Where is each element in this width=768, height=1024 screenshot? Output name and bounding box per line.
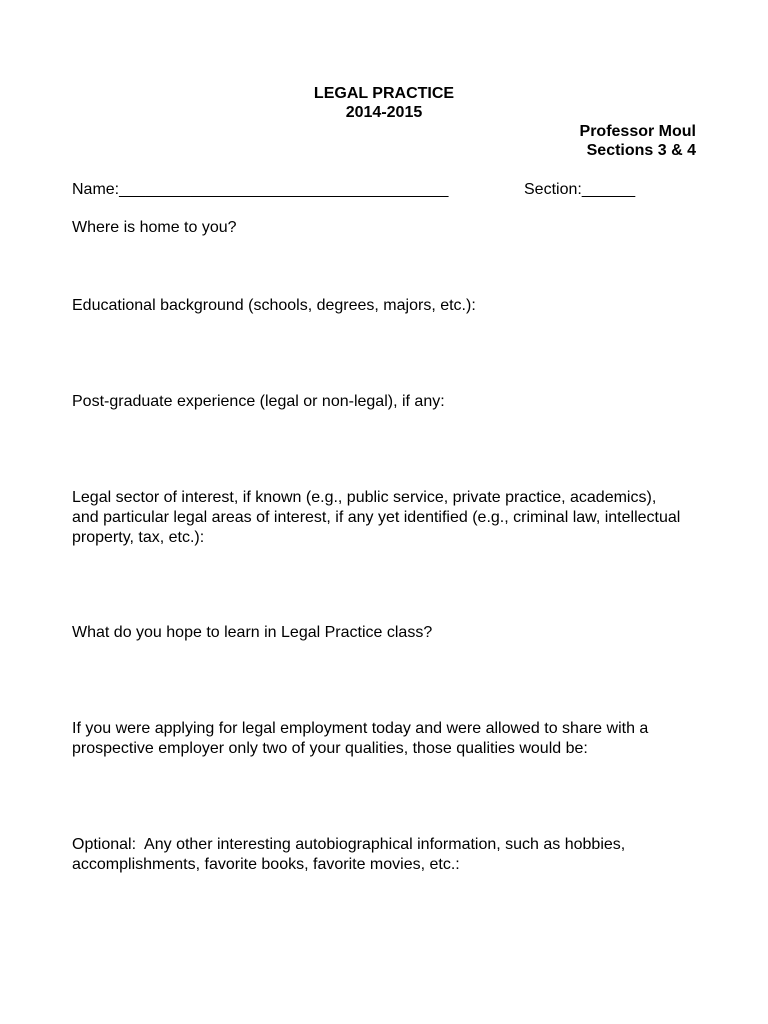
question-line: If you were applying for legal employment today and were allowed to share with a [72, 720, 649, 737]
question-qualities [72, 719, 712, 759]
sections-label: Sections 3 & 4 [586, 142, 696, 159]
document-title: LEGAL PRACTICE [313, 85, 455, 102]
question-education [72, 296, 712, 316]
section-field: Section:______ [524, 181, 636, 198]
question-home [72, 218, 712, 238]
question-optional-info [72, 835, 712, 875]
academic-year: 2014-2015 [345, 104, 423, 121]
question-line: prospective employer only two of your qualities, those qualities would be: [72, 740, 588, 757]
question-line: accomplishments, favorite books, favorite movies, etc.: [72, 856, 460, 873]
question-line: and particular legal areas of interest, if any yet identified (e.g., criminal law, intellectual [72, 509, 681, 526]
question-post-graduate [72, 392, 712, 412]
question-line: Educational background (schools, degrees, majors, etc.): [72, 297, 476, 314]
question-legal-sector [72, 488, 712, 548]
question-line: Optional: Any other interesting autobiographical information, such as hobbies, [72, 836, 626, 853]
question-line: What do you hope to learn in Legal Practice class? [72, 624, 433, 641]
document-title-block [0, 84, 768, 122]
name-field: Name:_____________________________________ [72, 181, 449, 198]
question-line: property, tax, etc.): [72, 529, 205, 546]
professor-name: Professor Moul [579, 123, 696, 140]
question-line: Post-graduate experience (legal or non-legal), if any: [72, 393, 445, 410]
question-line: Where is home to you? [72, 219, 237, 236]
question-line: Legal sector of interest, if known (e.g., public service, private practice, academics), [72, 489, 657, 506]
question-learning-goals [72, 623, 712, 643]
professor-block [580, 122, 696, 160]
